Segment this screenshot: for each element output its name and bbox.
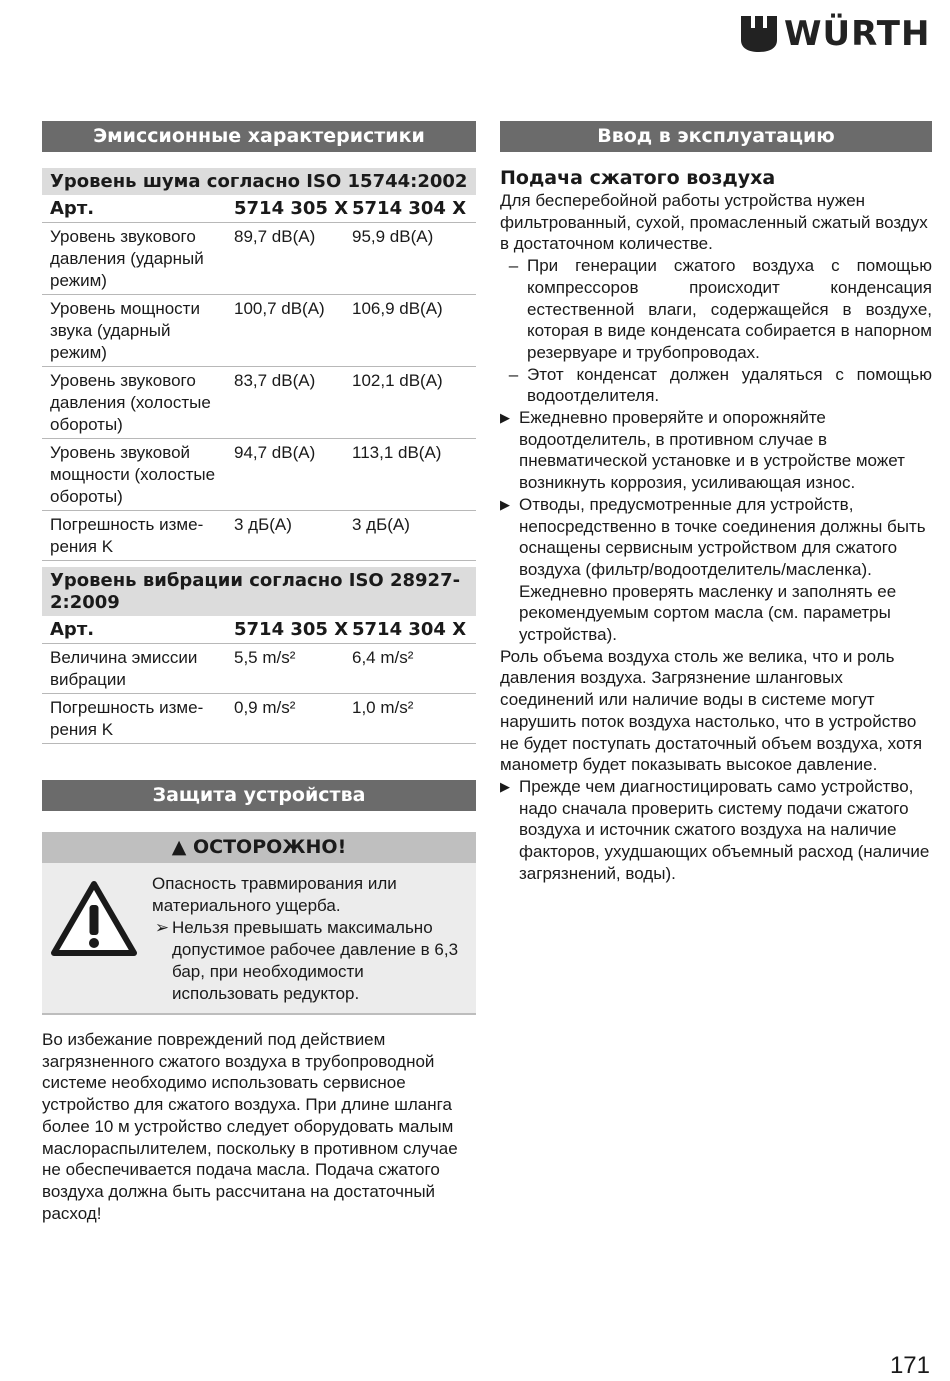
table-row	[42, 295, 476, 367]
warning-message: Опасность травмирования или материального ущерба.	[152, 874, 397, 915]
warning-label: ОСТОРОЖНО!	[192, 836, 347, 858]
cell-value: 89,7 dB(A)	[234, 227, 316, 246]
warning-instruction	[152, 917, 468, 1005]
noise-table-title: Уровень шума согласно ISO 15744:2002	[42, 168, 476, 195]
warning-triangle-icon	[50, 873, 152, 1005]
list-item	[500, 776, 932, 885]
cell-value: 3 дБ(A)	[352, 515, 410, 534]
list-item	[500, 364, 932, 407]
body-paragraph: Роль объема воздуха столь же велика, что и роль давления воздуха. Загрязнение шланговых соединений или наличие воды в системе могут нарушить поток воздуха настолько, что в устройство не будет поступать достаточный объем воздуха, хотя манометр будет показывать высокое давление.	[500, 646, 923, 775]
cell-value: 94,7 dB(A)	[234, 443, 316, 462]
intro-paragraph: Для бесперебойной работы устройства нужен фильтрованный, сухой, промасленный сжатый воздух в достаточном количестве.	[500, 191, 928, 254]
table-row	[42, 694, 476, 744]
row-label: Погрешность изме- рения K	[50, 698, 204, 739]
list-item-text: Ежедневно проверяйте и опорожняйте водоотделитель, в противном случае в пневматической установке и в устройстве может возникнуть коррозия, усиливающая износ.	[519, 408, 905, 493]
table-row	[42, 223, 476, 295]
row-label: Уровень звуковой мощности (холостые обороты)	[50, 443, 216, 506]
cell-value: 106,9 dB(A)	[352, 299, 443, 318]
triangle-bullet-icon: ▶	[500, 410, 510, 426]
header-cell: Арт.	[50, 198, 95, 219]
row-label: Уровень звукового давления (холостые обороты)	[50, 371, 211, 434]
table-row	[42, 644, 476, 694]
warning-header	[42, 832, 476, 863]
vibration-table	[42, 567, 476, 744]
row-label: Величина эмиссии вибрации	[50, 648, 198, 689]
triangle-bullet-icon: ▶	[500, 496, 510, 512]
cell-value: 95,9 dB(A)	[352, 227, 434, 246]
triangle-bullet-icon: ▶	[500, 778, 510, 794]
header-cell: 5714 305 X	[234, 619, 349, 640]
left-column	[42, 121, 476, 1224]
noise-table	[42, 168, 476, 561]
row-label: Погрешность изме- рения K	[50, 515, 204, 556]
wurth-logo-icon	[740, 14, 778, 54]
list-item-text: Отводы, предусмотренные для устройств, непосредственно в точке соединения должны быть оснащены сервисным устройством для сжатого воздуха (фильтр/водоотделитель/масленка). Ежедневно проверять масленку и заполнять ее рекомендуемым сортом масла (см. параметры устройства).	[519, 494, 926, 645]
list-item	[500, 407, 932, 494]
commissioning-heading: Ввод в эксплуатацию	[500, 121, 932, 152]
header-cell: 5714 304 X	[352, 198, 467, 219]
header-cell: 5714 305 X	[234, 198, 349, 219]
cell-value: 6,4 m/s²	[352, 648, 414, 667]
cell-value: 5,5 m/s²	[234, 648, 296, 667]
subheading: Подача сжатого воздуха	[500, 167, 776, 189]
list-item	[500, 494, 932, 646]
list-item	[500, 255, 932, 364]
list-item-text: Этот конденсат должен удаляться с помощью водоотделителя.	[527, 364, 932, 406]
cell-value: 102,1 dB(A)	[352, 371, 443, 390]
cell-value: 1,0 m/s²	[352, 698, 414, 717]
warning-instruction-text: Нельзя превышать максимально допустимое рабочее давление в 6,3 бар, при необходимости использовать редуктор.	[172, 918, 459, 1003]
emission-heading: Эмиссионные характеристики	[42, 121, 476, 152]
header-cell: 5714 304 X	[352, 619, 467, 640]
page-number: 171	[889, 1352, 930, 1379]
row-label: Уровень мощности звука (ударный режим)	[50, 299, 200, 362]
warning-body	[42, 863, 476, 1013]
arrow-icon: ➢	[154, 918, 170, 937]
right-column	[500, 121, 932, 885]
warning-small-icon: ▲	[171, 836, 187, 858]
cell-value: 113,1 dB(A)	[352, 443, 442, 462]
brand-logo	[740, 12, 935, 56]
table-row	[42, 367, 476, 439]
dash-icon: –	[508, 256, 519, 276]
cell-value: 100,7 dB(A)	[234, 299, 325, 318]
table-row	[42, 511, 476, 561]
cell-value: 3 дБ(A)	[234, 515, 292, 534]
cell-value: 83,7 dB(A)	[234, 371, 316, 390]
warning-box	[42, 832, 476, 1015]
dash-icon: –	[508, 364, 519, 384]
warning-text	[152, 873, 468, 1005]
header-cell: Арт.	[50, 619, 95, 640]
list-item-text: Прежде чем диагностицировать само устройство, надо сначала проверить систему подачи сжатого воздуха и источник сжатого воздуха на наличие факторов, ухудшающих объемный расход (наличие загрязнений, воды).	[519, 776, 930, 883]
table-header-row	[42, 195, 476, 223]
table-header-row	[42, 616, 476, 644]
body-paragraph: Во избежание повреждений под действием загрязненного сжатого воздуха в трубопроводной системе необходимо использовать сервисное устройство для сжатого воздуха. При длине шланга более 10 м устройство следует оборудовать малым маслораспылителем, поскольку в противном случае не обеспечивается подача масла. Подача сжатого воздуха должна быть рассчитана на достаточный расход!	[42, 1030, 458, 1223]
vibration-table-title: Уровень вибрации согласно ISO 28927-2:2009	[42, 567, 476, 616]
brand-name: WÜRTH	[784, 14, 931, 54]
table-row	[42, 439, 476, 511]
list-item-text: При генерации сжатого воздуха с помощью компрессоров происходит конденсация естественной влаги, содержащейся в воздухе, которая в виде конденсата собирается в напорном резервуаре и трубопроводах.	[527, 256, 932, 362]
protection-heading: Защита устройства	[42, 780, 476, 811]
cell-value: 0,9 m/s²	[234, 698, 296, 717]
row-label: Уровень звукового давления (ударный режим)	[50, 227, 204, 290]
